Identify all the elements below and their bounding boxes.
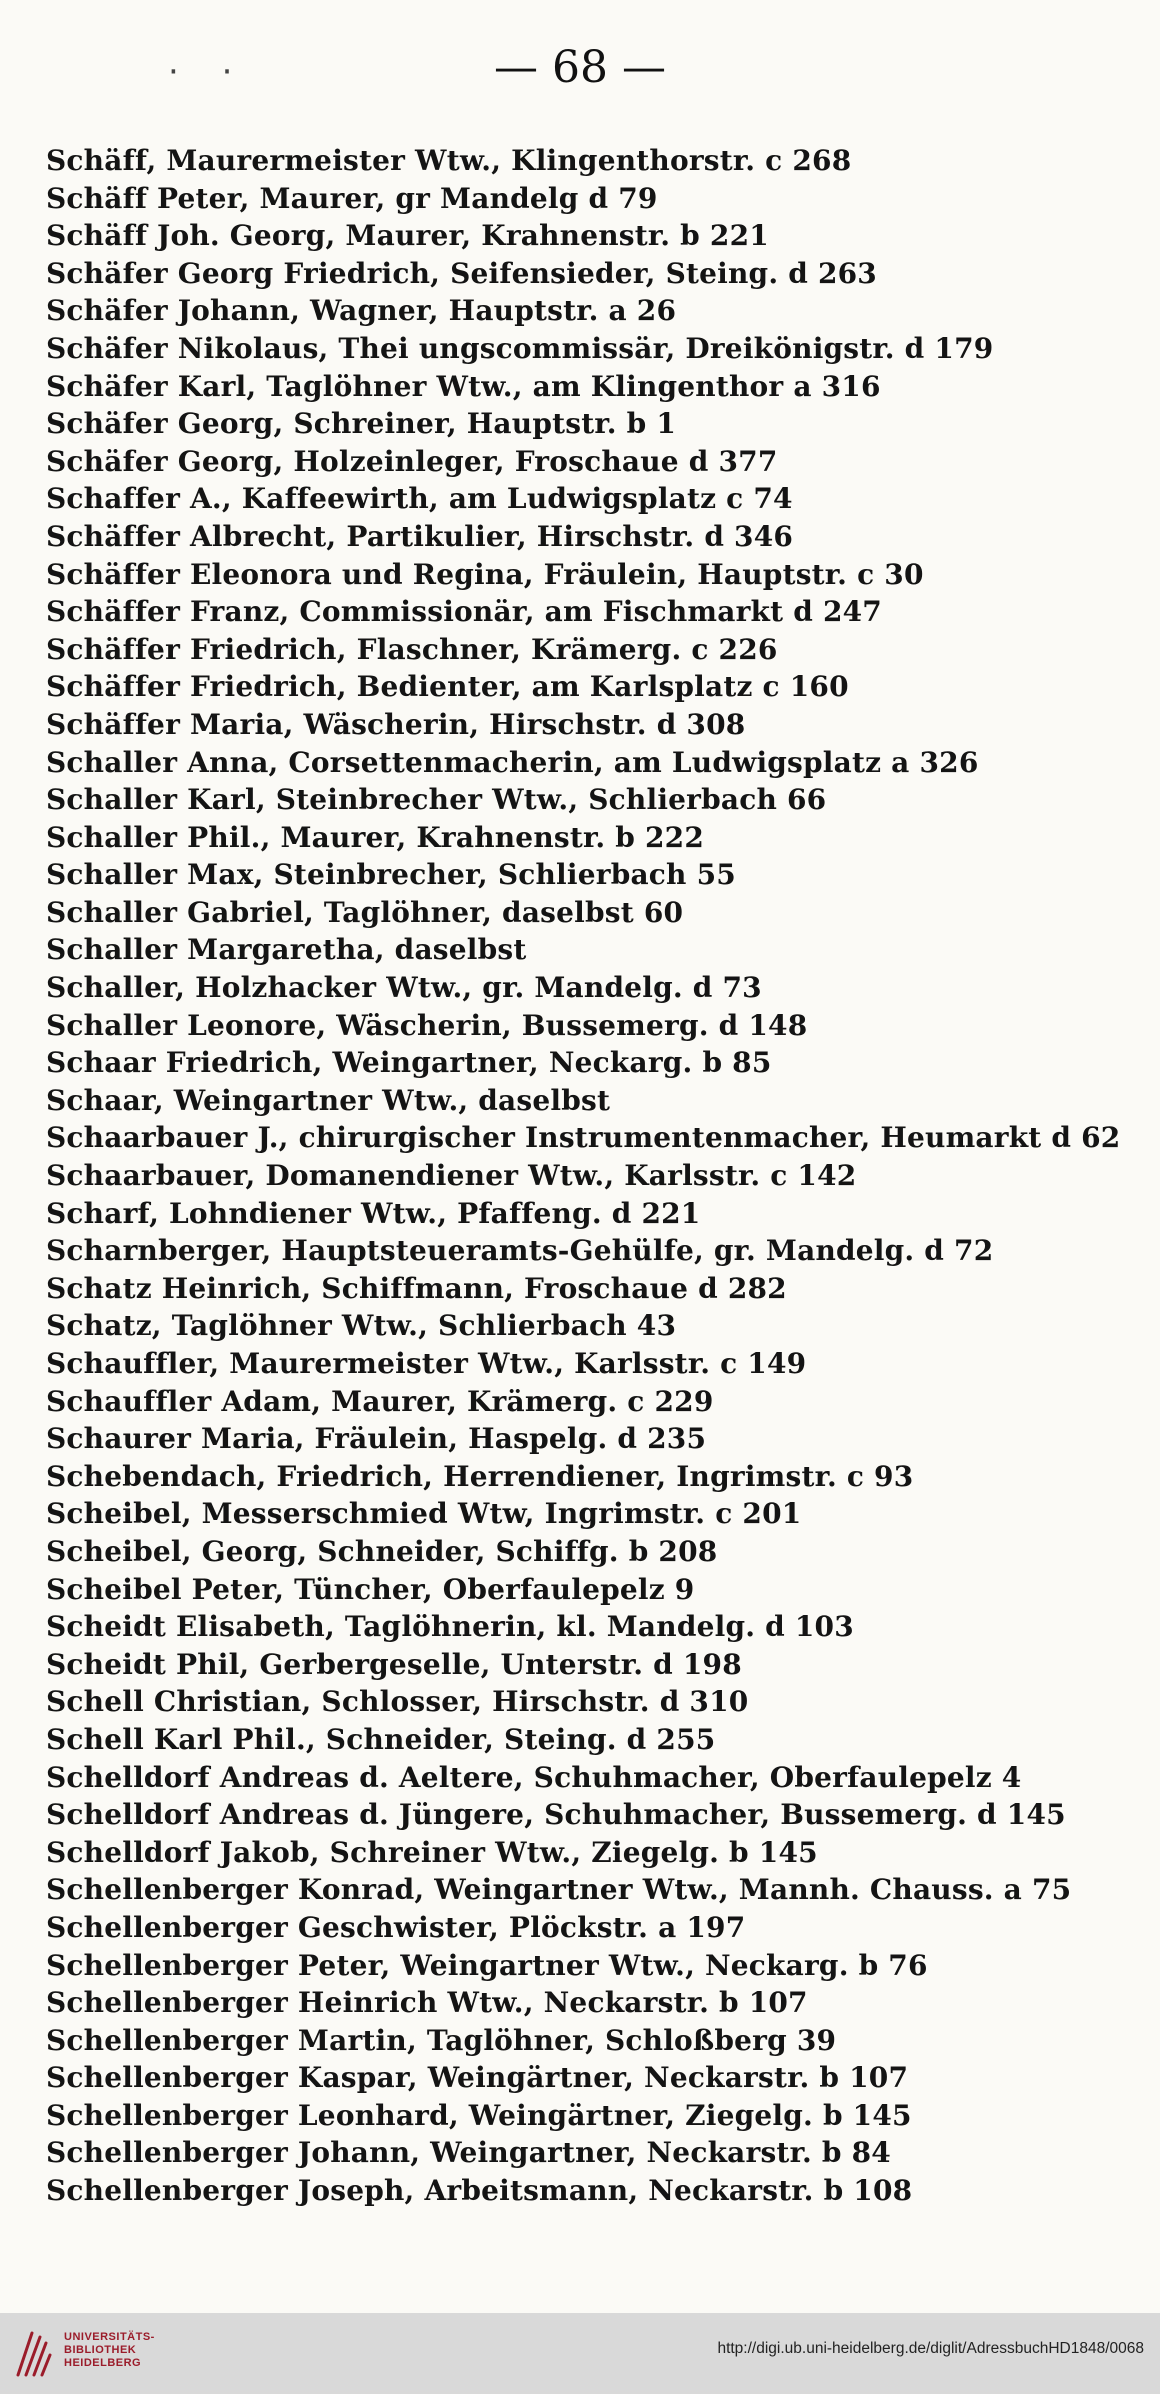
directory-entry: Schaller Leonore, Wäscherin, Bussemerg. d 148	[46, 1008, 808, 1042]
directory-entry: Scheidt Elisabeth, Taglöhnerin, kl. Mandelg. d 103	[46, 1610, 854, 1644]
directory-entry: Schelldorf Jakob, Schreiner Wtw., Ziegelg. b 145	[46, 1835, 818, 1869]
directory-entry: Schatz, Taglöhner Wtw., Schlierbach 43	[46, 1309, 677, 1343]
university-library-logo-icon[interactable]	[14, 2327, 54, 2379]
directory-entry: Schellenberger Kaspar, Weingärtner, Neckarstr. b 107	[46, 2061, 909, 2095]
directory-entry: Schellenberger Peter, Weingartner Wtw., Neckarg. b 76	[46, 1948, 928, 1982]
directory-entry: Schäfer Karl, Taglöhner Wtw., am Klingenthor a 316	[46, 369, 881, 403]
directory-entry: Schaller, Holzhacker Wtw., gr. Mandelg. d 73	[46, 971, 762, 1005]
directory-entry: Schellenberger Konrad, Weingartner Wtw., Mannh. Chauss. a 75	[46, 1873, 1072, 1907]
directory-entry: Schaffer A., Kaffeewirth, am Ludwigsplatz c 74	[46, 482, 793, 516]
directory-entry: Schelldorf Andreas d. Aeltere, Schuhmacher, Oberfaulepelz 4	[46, 1760, 1022, 1794]
directory-entry: Schäff Joh. Georg, Maurer, Krahnenstr. b 221	[46, 219, 769, 253]
directory-entry: Schellenberger Geschwister, Plöckstr. a 197	[46, 1910, 746, 1944]
directory-entry: Schaller Phil., Maurer, Krahnenstr. b 222	[46, 820, 705, 854]
directory-entry: Schäffer Friedrich, Flaschner, Krämerg. c 226	[46, 632, 778, 666]
directory-entry: Scharf, Lohndiener Wtw., Pfaffeng. d 221	[46, 1196, 701, 1230]
library-name-line: BIBLIOTHEK	[64, 2344, 137, 2356]
directory-entry: Schäfer Georg, Holzeinleger, Froschaue d 377	[46, 444, 778, 478]
directory-entry: Schellenberger Heinrich Wtw., Neckarstr. b 107	[46, 1986, 808, 2020]
directory-entries	[46, 142, 1126, 2210]
directory-entry: Schelldorf Andreas d. Jüngere, Schuhmacher, Bussemerg. d 145	[46, 1798, 1066, 1832]
directory-entry: Schell Christian, Schlosser, Hirschstr. d 310	[46, 1685, 749, 1719]
directory-entry: Schaller Anna, Corsettenmacherin, am Ludwigsplatz a 326	[46, 745, 979, 779]
directory-entry: Schäff Peter, Maurer, gr Mandelg d 79	[46, 181, 658, 215]
directory-entry: Scheidt Phil, Gerbergeselle, Unterstr. d 198	[46, 1647, 742, 1681]
directory-entry: Schauffler, Maurermeister Wtw., Karlsstr. c 149	[46, 1347, 807, 1380]
directory-entry: Schell Karl Phil., Schneider, Steing. d 255	[46, 1722, 716, 1756]
directory-entry: Scheibel, Messerschmied Wtw, Ingrimstr. c 201	[46, 1497, 802, 1531]
source-url-link[interactable]: http://digi.ub.uni-heidelberg.de/diglit/AdressbuchHD1848/0068	[717, 2340, 1144, 2357]
directory-entry: Schauffler Adam, Maurer, Krämerg. c 229	[46, 1384, 714, 1418]
directory-entry: Schellenberger Martin, Taglöhner, Schloßberg 39	[46, 2023, 837, 2057]
directory-entry: Schaller Gabriel, Taglöhner, daselbst 60	[46, 895, 684, 929]
directory-entry: Schäfer Johann, Wagner, Hauptstr. a 26	[46, 294, 677, 328]
directory-entry: Schäfer Georg Friedrich, Seifensieder, Steing. d 263	[46, 256, 877, 290]
directory-entry: Schäfer Georg, Schreiner, Hauptstr. b 1	[46, 407, 677, 441]
footer-bar	[0, 2313, 1160, 2394]
directory-entry: Schaller Karl, Steinbrecher Wtw., Schlierbach 66	[46, 783, 827, 817]
directory-entry: Schäfer Nikolaus, Thei ungscommissär, Dreikönigstr. d 179	[46, 331, 994, 365]
directory-entry: Schatz Heinrich, Schiffmann, Froschaue d 282	[46, 1271, 787, 1305]
directory-entry: Schaar, Weingartner Wtw., daselbst	[46, 1083, 611, 1117]
directory-entry: Scheibel Peter, Tüncher, Oberfaulepelz 9	[46, 1572, 695, 1606]
directory-entry: Schaller Max, Steinbrecher, Schlierbach 55	[46, 858, 736, 892]
library-name-line: UNIVERSITÄTS-	[64, 2331, 155, 2343]
directory-entry: Schäffer Maria, Wäscherin, Hirschstr. d 308	[46, 707, 746, 741]
directory-entry: Schaller Margaretha, daselbst	[46, 933, 527, 967]
directory-entry: Schäffer Franz, Commissionär, am Fischmarkt d 247	[46, 595, 882, 629]
directory-entry: Schaarbauer, Domanendiener Wtw., Karlsstr. c 142	[46, 1159, 857, 1193]
corner-dots: · ·	[168, 52, 249, 92]
directory-entry: Schaurer Maria, Fräulein, Haspelg. d 235	[46, 1422, 707, 1456]
directory-entry: Schäffer Eleonora und Regina, Fräulein, Hauptstr. c 30	[46, 557, 924, 591]
directory-entry: Schäff, Maurermeister Wtw., Klingenthorstr. c 268	[46, 144, 852, 177]
library-name[interactable]	[64, 2331, 155, 2370]
library-name-line: HEIDELBERG	[64, 2357, 142, 2369]
directory-entry: Schäffer Friedrich, Bedienter, am Karlsplatz c 160	[46, 670, 849, 704]
directory-entry: Schebendach, Friedrich, Herrendiener, Ingrimstr. c 93	[46, 1459, 914, 1493]
directory-entry: Schellenberger Leonhard, Weingärtner, Ziegelg. b 145	[46, 2098, 912, 2132]
directory-entry: Schellenberger Johann, Weingartner, Neckarstr. b 84	[46, 2136, 891, 2170]
page-number: — 68 —	[494, 42, 666, 93]
directory-entry: Schaar Friedrich, Weingartner, Neckarg. b 85	[46, 1046, 772, 1080]
directory-entry: Scheibel, Georg, Schneider, Schiffg. b 208	[46, 1534, 718, 1568]
directory-entry: Schaarbauer J., chirurgischer Instrumentenmacher, Heumarkt d 62	[46, 1121, 1121, 1155]
directory-entry: Scharnberger, Hauptsteueramts-Gehülfe, gr. Mandelg. d 72	[46, 1234, 994, 1268]
directory-entry: Schellenberger Joseph, Arbeitsmann, Neckarstr. b 108	[46, 2174, 913, 2208]
directory-entry: Schäffer Albrecht, Partikulier, Hirschstr. d 346	[46, 519, 794, 553]
